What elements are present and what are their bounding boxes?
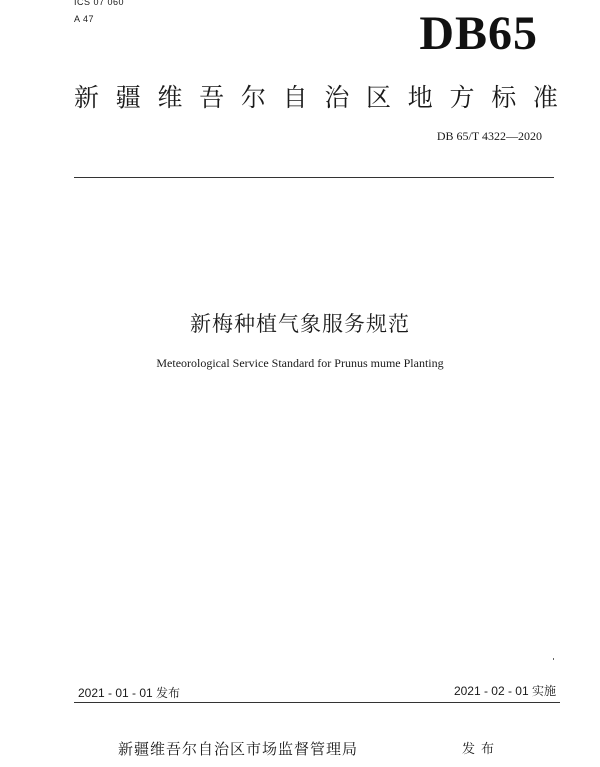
issue-label: 发布	[462, 742, 501, 757]
standard-code-logo: DB65	[419, 7, 538, 60]
standard-type-char: 维	[157, 83, 183, 112]
scan-mark	[553, 658, 554, 660]
standard-type-char: 自	[282, 83, 308, 112]
header-divider	[74, 177, 554, 178]
standard-type-char: 方	[449, 83, 475, 112]
document-title-chinese: 新梅种植气象服务规范	[190, 312, 410, 336]
issue-date: 2021 - 01 - 01 发布	[78, 686, 181, 700]
standard-type-char: 准	[532, 83, 558, 112]
standard-type-heading	[74, 84, 558, 112]
standard-type-char: 疆	[115, 83, 141, 112]
implementation-date: 2021 - 02 - 01 实施	[453, 684, 556, 698]
standard-type-char: 区	[366, 83, 392, 112]
ccs-code: A 47	[74, 14, 95, 24]
standard-type-char: 新	[74, 83, 100, 112]
ics-code: ICS 07 060	[74, 0, 125, 7]
footer-divider	[74, 702, 560, 703]
standard-type-char: 吾	[199, 83, 225, 112]
issuing-authority: 新疆维吾尔自治区市场监督管理局	[118, 740, 359, 758]
standard-number: DB 65/T 4322—2020	[436, 129, 542, 143]
standard-type-char: 尔	[240, 83, 266, 112]
standard-type-char: 标	[491, 83, 517, 112]
standard-type-char: 治	[324, 83, 350, 112]
standard-type-char: 地	[407, 83, 433, 112]
document-title-english: Meteorological Service Standard for Prunus mume Planting	[156, 356, 444, 370]
